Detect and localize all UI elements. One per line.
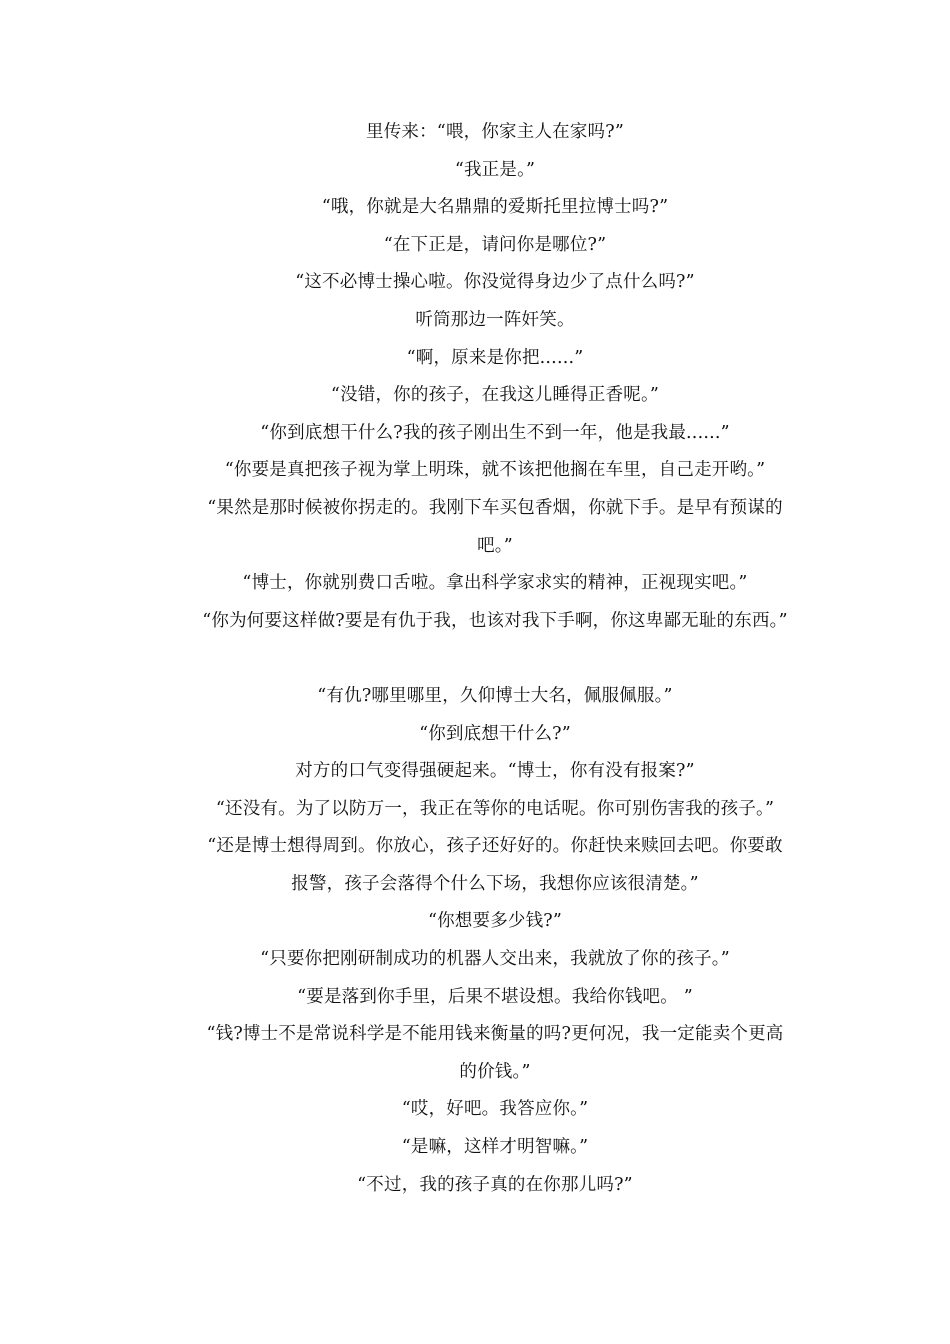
text-line: “还没有。为了以防万一，我正在等你的电话呢。你可别伤害我的孩子。” xyxy=(215,798,775,819)
text-line: “你到底想干什么?” xyxy=(419,723,571,744)
text-line: 吧。” xyxy=(477,535,513,556)
text-line: 的价钱。” xyxy=(459,1061,531,1082)
paragraph-gap xyxy=(180,640,810,678)
document-page xyxy=(180,114,810,1204)
text-line: “果然是那时候被你拐走的。我刚下车买包香烟，你就下手。是早有预谋的 xyxy=(207,497,783,518)
text-line: 里传来：“喂，你家主人在家吗?” xyxy=(366,122,624,142)
text-line: “我正是。” xyxy=(454,159,536,180)
text-line: “你想要多少钱?” xyxy=(427,911,563,932)
text-line: “只要你把刚研制成功的机器人交出来，我就放了你的孩子。” xyxy=(260,949,730,970)
text-line: “钱?博士不是常说科学是不能用钱来衡量的吗?更何况，我一定能卖个更高 xyxy=(206,1024,784,1045)
text-line: “哦，你就是大名鼎鼎的爱斯托里拉博士吗?” xyxy=(321,197,669,218)
text-line: “啊，原来是你把......” xyxy=(406,347,584,368)
text-line: “你到底想干什么?我的孩子刚出生不到一年，他是我最......” xyxy=(260,422,730,443)
text-line: “博士，你就别费口舌啦。拿出科学家求实的精神，正视现实吧。” xyxy=(242,573,748,594)
text-line: “有仇?哪里哪里，久仰博士大名，佩服佩服。” xyxy=(317,685,673,706)
text-line: 报警，孩子会落得个什么下场，我想你应该很清楚。” xyxy=(291,873,699,894)
text-line: “哎，好吧。我答应你。” xyxy=(401,1099,589,1120)
text-line: “你为何要这样做?要是有仇于我，也该对我下手啊，你这卑鄙无耻的东西。” xyxy=(202,610,788,631)
text-line: “是嘛，这样才明智嘛。” xyxy=(401,1137,589,1158)
text-line: “不过，我的孩子真的在你那儿吗?” xyxy=(357,1174,633,1195)
text-line: “要是落到你手里，后果不堪设想。我给你钱吧。 ” xyxy=(297,986,693,1007)
text-line: “还是博士想得周到。你放心，孩子还好好的。你赶快来赎回去吧。你要敢 xyxy=(207,836,783,857)
text-line: “在下正是，请问你是哪位?” xyxy=(383,234,607,255)
text-line: 听筒那边一阵奸笑。 xyxy=(415,309,575,330)
text-line: “没错，你的孩子，在我这儿睡得正香呢。” xyxy=(330,385,660,406)
text-line: 对方的口气变得强硬起来。“博士，你有没有报案?” xyxy=(295,761,695,782)
text-line: “你要是真把孩子视为掌上明珠，就不该把他搁在车里，自己走开哟。” xyxy=(224,460,766,481)
text-line: “这不必博士操心啦。你没觉得身边少了点什么吗?” xyxy=(295,272,695,293)
